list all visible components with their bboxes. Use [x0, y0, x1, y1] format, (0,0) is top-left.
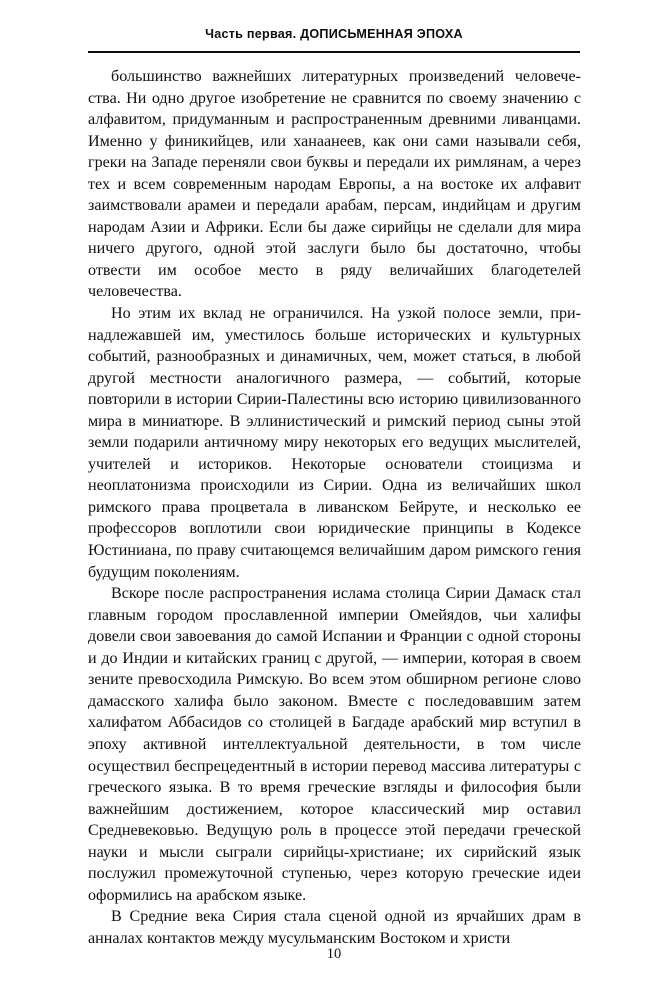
page-number: 10: [326, 946, 342, 962]
header-rule: [88, 51, 580, 53]
paragraph: Но этим их вклад не ограничился. На узкой полосе земли, принадлежавшей им, уместилось больше исторических и культурных событий, разнообразных и динамичных, чем, может статься, в любой другой местности аналогичного размера, — событий, которые повторили в истории Сирии-Палестины всю историю цивилизованного мира в миниатюре. В эллинистический и римский период сыны этой земли подарили античному миру некоторых его ведущих мыслителей, учителей и историков. Некоторые основатели стоицизма и неоплатонизма происходили из Сирии. Одна из величайших школ римского права процветала в ливанском Бейруте, и несколько ее профессоров воплотили свои юридические принципы в Кодексе Юстиниана, по праву считающемся величайшим даром римского гения будущим поколениям.: [88, 305, 581, 581]
body-text-block: [88, 66, 581, 949]
paragraph: В Средние века Сирия стала сценой одной из ярчайших драм в анналах контактов между мусульманским Востоком и христи: [88, 908, 581, 947]
running-head: Часть первая. ДОПИСЬМЕННАЯ ЭПОХА: [205, 27, 463, 41]
paragraph: Вскоре после распространения ислама столица Сирии Дамаск стал главным городом прославленной империи Омейядов, чьи халифы довели свои завоевания до самой Испании и Франции с одной стороны и до Индии и китайских границ с другой, — империи, которая в своем зените превосходила Римскую. Во всем этом обширном регионе слово дамасского халифа было законом. Вместе с последовавшим затем халифатом Аббасидов со столицей в Багдаде арабский мир вступил в эпоху активной интеллектуальной деятельности, в том числе осуществил беспрецедентный в истории перевод массива литературы с греческого языка. В то время греческие взгляды и философия были важнейшим достижением, которое классический мир оставил Средневековью. Ведущую роль в процессе этой передачи греческой науки и мысли сыграли сирийцы-христиане; их сирийский язык послужил промежуточной ступенью, через которую греческие идеи оформились на арабском языке.: [88, 585, 581, 904]
paragraph: большинство важнейших литературных произведений человечества. Ни одно другое изобретение не сравнится по своему значению с алфавитом, придуманным и распространенным древними ливанцами. Именно у финикийцев, или ханаанеев, как они сами называли себя, греки на Западе переняли свои буквы и передали их римлянам, а через тех и всем современным народам Европы, а на востоке их алфавит заимствовали арамеи и передали арабам, персам, индийцам и другим народам Азии и Африки. Если бы даже сирийцы не сделали для мира ничего другого, одной этой заслуги было бы достаточно, чтобы отвести им особое место в ряду величайших благодетелей человечества.: [88, 68, 581, 301]
